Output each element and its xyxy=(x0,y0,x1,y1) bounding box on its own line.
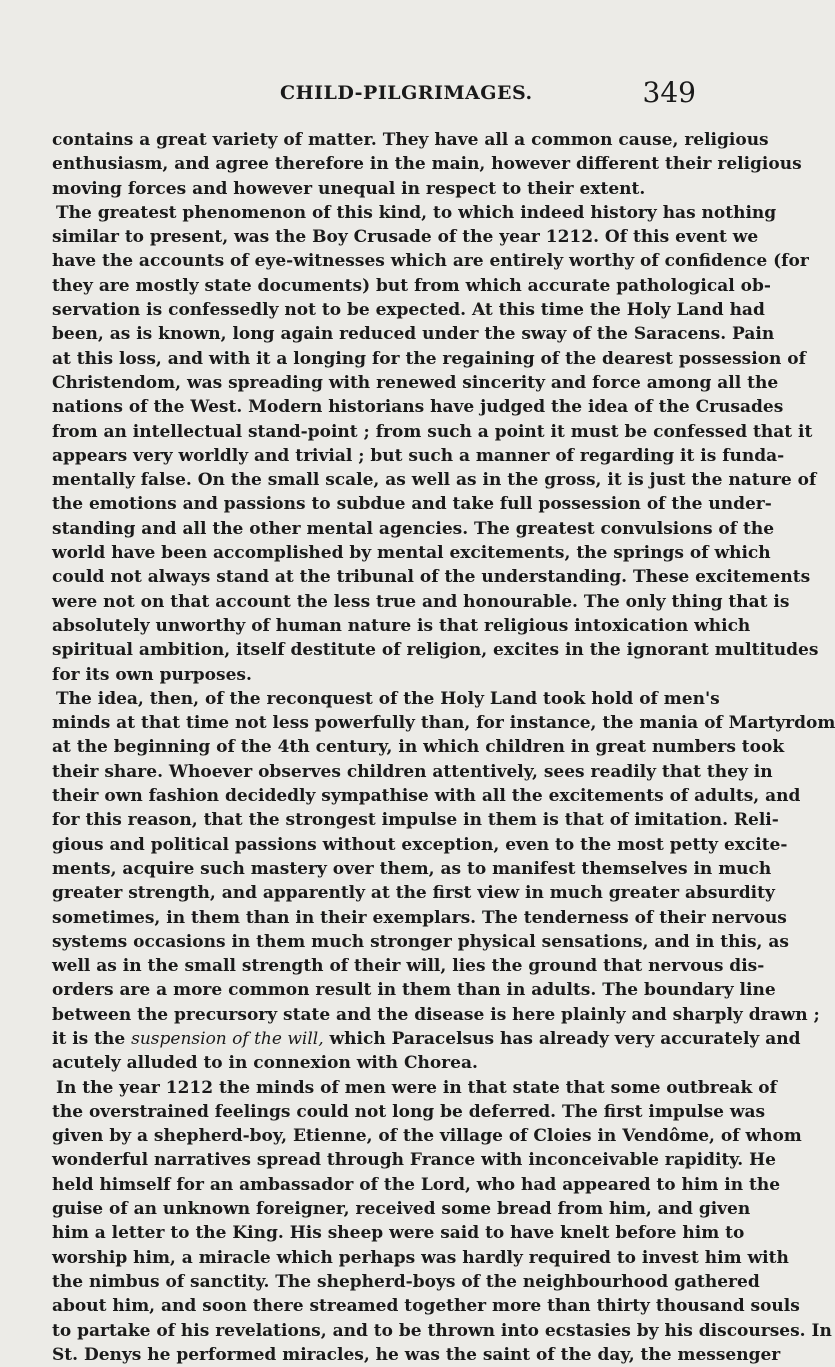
text-line: servation is confessedly not to be expected. At this time the Holy Land had xyxy=(52,300,765,321)
text-line: gious and political passions without exception, even to the most petty excite- xyxy=(52,834,788,855)
text-line: were not on that account the less true and honourable. The only thing that is xyxy=(52,591,790,612)
text-line: acutely alluded to in connexion with Chorea. xyxy=(52,1053,478,1074)
text-line: about him, and soon there streamed together more than thirty thousand souls xyxy=(52,1296,800,1317)
text-line: for its own purposes. xyxy=(52,664,252,685)
text-line: world have been accomplished by mental excitements, the springs of which xyxy=(52,543,771,564)
line-text-after: which Paracelsus has already very accurately and xyxy=(323,1028,801,1049)
text-line: greater strength, and apparently at the first view in much greater absurdity xyxy=(52,883,775,904)
text-line: mentally false. On the small scale, as well as in the gross, it is just the nature of xyxy=(52,470,817,491)
text-line: St. Denys he performed miracles, he was the saint of the day, the messenger xyxy=(52,1344,781,1365)
text-line: The greatest phenomenon of this kind, to which indeed history has nothing xyxy=(56,202,777,223)
text-line: worship him, a miracle which perhaps was hardly required to invest him with xyxy=(52,1247,789,1268)
text-line: given by a shepherd-boy, Etienne, of the village of Cloies in Vendôme, of whom xyxy=(52,1126,802,1147)
line-text-before: it is the xyxy=(52,1028,132,1049)
text-line: systems occasions in them much stronger physical sensations, and in this, as xyxy=(52,931,789,952)
text-line: their share. Whoever observes children attentively, sees readily that they in xyxy=(52,761,773,782)
text-line: moving forces and however unequal in respect to their extent. xyxy=(52,178,646,199)
text-line: their own fashion decidedly sympathise with all the excitements of adults, and xyxy=(52,786,801,807)
running-head: CHILD-PILGRIMAGES. xyxy=(280,82,533,104)
text-line: at this loss, and with it a longing for the regaining of the dearest possession of xyxy=(52,348,806,369)
text-line: for this reason, that the strongest impulse in them is that of imitation. Reli- xyxy=(52,810,779,831)
text-line: standing and all the other mental agencies. The greatest convulsions of the xyxy=(52,518,775,539)
text-line: the nimbus of sanctity. The shepherd-boys of the neighbourhood gathered xyxy=(52,1271,760,1292)
text-line: wonderful narratives spread through France with inconceivable rapidity. He xyxy=(52,1150,776,1171)
page-number: 349 xyxy=(642,76,696,109)
text-line: In the year 1212 the minds of men were in that state that some outbreak of xyxy=(56,1077,777,1098)
text-line: could not always stand at the tribunal of the understanding. These excitements xyxy=(52,567,811,588)
text-line-with-italic xyxy=(52,1027,801,1051)
text-line: the emotions and passions to subdue and take full possession of the under- xyxy=(52,494,772,515)
text-line: Christendom, was spreading with renewed sincerity and force among all the xyxy=(52,372,779,393)
text-line: between the precursory state and the disease is here plainly and sharply drawn ; xyxy=(52,1004,820,1025)
text-line: sometimes, in them than in their exemplars. The tenderness of their nervous xyxy=(52,907,787,928)
text-line: contains a great variety of matter. They have all a common cause, religious xyxy=(52,130,769,150)
text-line: appears very worldly and trivial ; but such a manner of regarding it is funda- xyxy=(52,445,785,466)
text-line: similar to present, was the Boy Crusade of the year 1212. Of this event we xyxy=(52,227,759,248)
text-line: the overstrained feelings could not long be deferred. The first impulse was xyxy=(52,1101,766,1122)
text-line: The idea, then, of the reconquest of the Holy Land took hold of men's xyxy=(56,688,720,709)
text-line: they are mostly state documents) but from which accurate pathological ob- xyxy=(52,275,771,296)
text-line: well as in the small strength of their will, lies the ground that nervous dis- xyxy=(52,956,765,977)
text-line: spiritual ambition, itself destitute of religion, excites in the ignorant multitudes xyxy=(52,640,819,661)
text-line: held himself for an ambassador of the Lord, who had appeared to him in the xyxy=(52,1174,781,1195)
text-line: at the beginning of the 4th century, in which children in great numbers took xyxy=(52,737,785,758)
text-line: to partake of his revelations, and to be thrown into ecstasies by his discourses. In xyxy=(52,1320,832,1341)
text-line: from an intellectual stand-point ; from such a point it must be confessed that it xyxy=(52,421,813,442)
text-line: have the accounts of eye-witnesses which are entirely worthy of confidence (for xyxy=(52,251,809,272)
text-line: orders are a more common result in them than in adults. The boundary line xyxy=(52,980,776,1001)
text-line: absolutely unworthy of human nature is that religious intoxication which xyxy=(52,615,751,636)
text-line: him a letter to the King. His sheep were said to have knelt before him to xyxy=(52,1223,745,1244)
text-line: nations of the West. Modern historians have judged the idea of the Crusades xyxy=(52,397,784,418)
page-header xyxy=(52,78,696,112)
text-line: ments, acquire such mastery over them, as to manifest themselves in much xyxy=(52,858,772,879)
text-line: been, as is known, long again reduced under the sway of the Saracens. Pain xyxy=(52,324,775,345)
text-line: enthusiasm, and agree therefore in the main, however different their religious xyxy=(52,154,802,175)
italic-phrase: suspension of the will, xyxy=(131,1028,324,1049)
text-line: minds at that time not less powerfully than, for instance, the mania of Martyrdom xyxy=(52,713,835,734)
body-text xyxy=(52,128,835,1367)
text-line: guise of an unknown foreigner, received some bread from him, and given xyxy=(52,1199,751,1220)
